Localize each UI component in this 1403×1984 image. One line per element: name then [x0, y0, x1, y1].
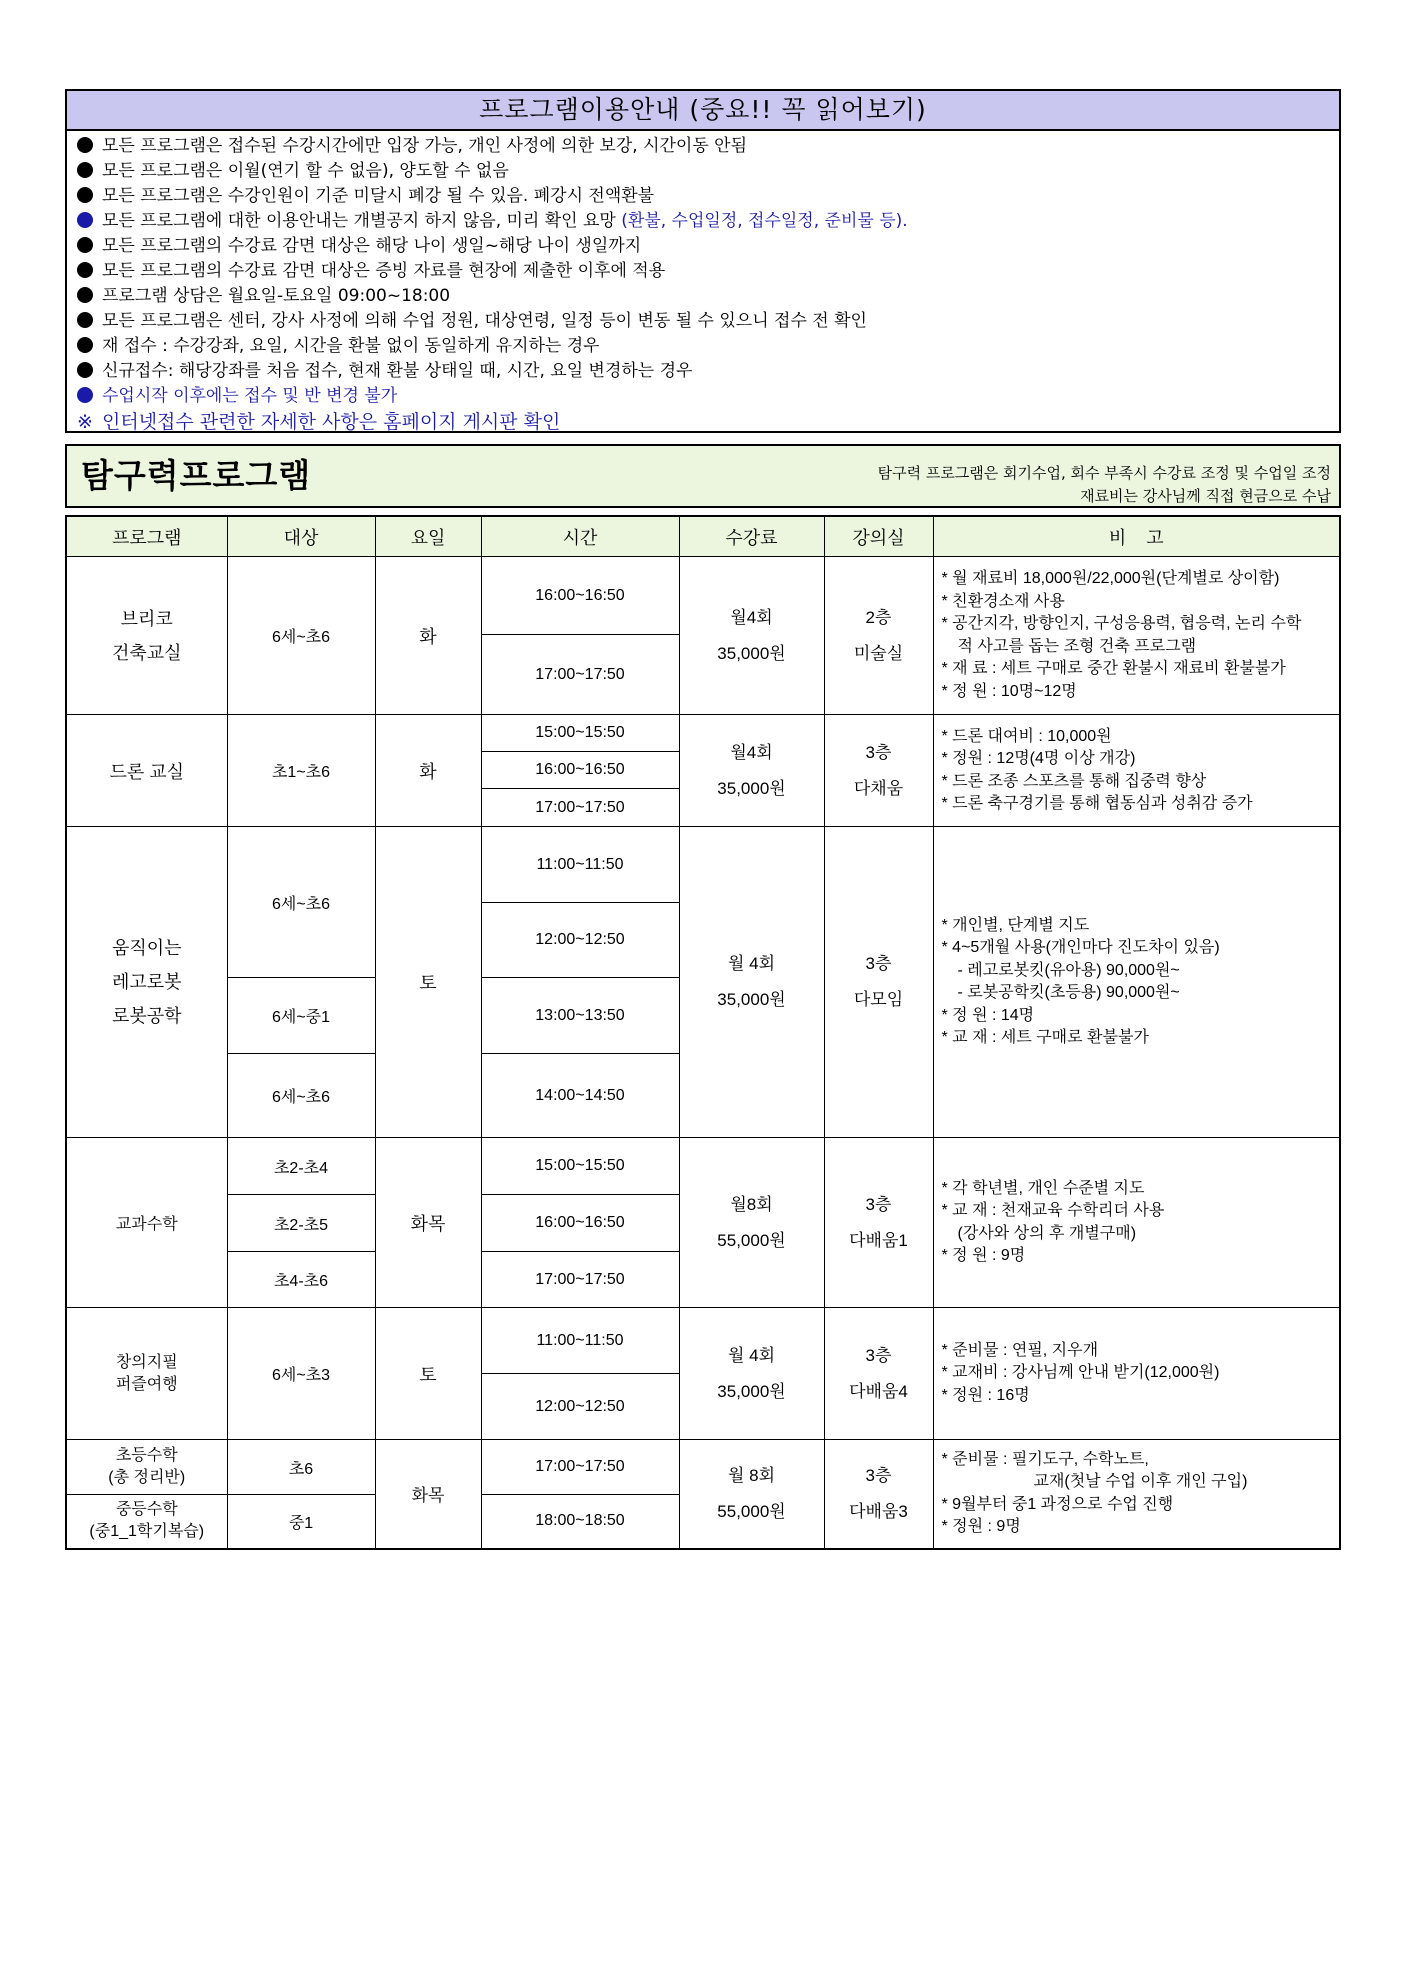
notice-title: 프로그램이용안내 (중요!! 꼭 읽어보기) — [67, 91, 1339, 131]
note-cell: * 개인별, 단계별 지도 * 4~5개월 사용(개인마다 진도차이 있음) - 레고로봇킷(유아용) 90,000원~ - 로봇공학킷(초등용) 90,000원~ * 정 원 : 14명 * 교 재 : 세트 구매로 환불불가 — [933, 827, 1340, 1138]
program-name: 창의지필 퍼즐여행 — [66, 1308, 227, 1440]
target-cell: 초2-초4 — [227, 1138, 375, 1195]
note-cell: * 드론 대여비 : 10,000원 * 정원 : 12명(4명 이상 개강) * 드론 조종 스포츠를 통해 집중력 향상 * 드론 축구경기를 통해 협동심과 성취감 증가 — [933, 715, 1340, 827]
room-cell: 3층 다배움3 — [824, 1440, 933, 1549]
fee-cell: 월4회 35,000원 — [679, 557, 824, 715]
time-cell: 15:00~15:50 — [481, 1138, 679, 1195]
fee-cell: 월 4회 35,000원 — [679, 827, 824, 1138]
notice-item: 모든 프로그램은 센터, 강사 사정에 의해 수업 정원, 대상연령, 일정 등이 변동 될 수 있으니 접수 전 확인 — [77, 309, 1339, 334]
notice-item: 수업시작 이후에는 접수 및 반 변경 불가 — [77, 384, 1339, 409]
time-cell: 17:00~17:50 — [481, 789, 679, 827]
program-name: 움직이는 레고로봇 로봇공학 — [66, 827, 227, 1138]
fee-cell: 월8회 55,000원 — [679, 1138, 824, 1308]
fee-cell: 월4회 35,000원 — [679, 715, 824, 827]
fee-cell: 월 4회 35,000원 — [679, 1308, 824, 1440]
time-cell: 17:00~17:50 — [481, 635, 679, 715]
notice-item: 모든 프로그램의 수강료 감면 대상은 증빙 자료를 현장에 제출한 이후에 적용 — [77, 259, 1339, 284]
day-cell: 토 — [375, 1308, 481, 1440]
section-header — [65, 444, 1341, 508]
day-cell: 화목 — [375, 1138, 481, 1308]
time-cell: 17:00~17:50 — [481, 1440, 679, 1495]
fee-cell: 월 8회 55,000원 — [679, 1440, 824, 1549]
column-header: 강의실 — [824, 516, 933, 557]
program-name: 브리코 건축교실 — [66, 557, 227, 715]
time-cell: 18:00~18:50 — [481, 1495, 679, 1549]
notice-highlight: (환불, 수업일정, 접수일정, 준비물 등). — [621, 211, 908, 231]
bullet-icon — [77, 237, 93, 253]
table-row — [66, 1440, 1340, 1495]
table-row — [66, 1308, 1340, 1374]
time-cell: 12:00~12:50 — [481, 903, 679, 978]
column-header: 프로그램 — [66, 516, 227, 557]
time-cell: 17:00~17:50 — [481, 1252, 679, 1308]
table-row — [66, 715, 1340, 752]
target-cell: 초1~초6 — [227, 715, 375, 827]
note-cell: * 각 학년별, 개인 수준별 지도 * 교 재 : 천재교육 수학리더 사용 (강사와 상의 후 개별구매) * 정 원 : 9명 — [933, 1138, 1340, 1308]
usage-notice-box — [65, 89, 1341, 433]
section-note: 탐구력 프로그램은 회기수업, 회수 부족시 수강료 조정 및 수업일 조정 — [877, 464, 1331, 482]
target-cell: 6세~초6 — [227, 557, 375, 715]
room-cell: 3층 다채움 — [824, 715, 933, 827]
room-cell: 3층 다배움4 — [824, 1308, 933, 1440]
day-cell: 화 — [375, 715, 481, 827]
target-cell: 6세~초3 — [227, 1308, 375, 1440]
notice-item: 신규접수: 해당강좌를 처음 접수, 현재 환불 상태일 때, 시간, 요일 변경하는 경우 — [77, 359, 1339, 384]
bullet-icon — [77, 312, 93, 328]
day-cell: 토 — [375, 827, 481, 1138]
table-row — [66, 827, 1340, 903]
note-cell: * 월 재료비 18,000원/22,000원(단계별로 상이함) * 친환경소재 사용 * 공간지각, 방향인지, 구성응용력, 협응력, 논리 수학 적 사고를 돕는 조형 건축 프로그램 * 재 료 : 세트 구매로 중간 환불시 재료비 환불불가 * 정 원 : 10명~12명 — [933, 557, 1340, 715]
bullet-icon — [77, 262, 93, 278]
time-cell: 16:00~16:50 — [481, 752, 679, 789]
time-cell: 15:00~15:50 — [481, 715, 679, 752]
column-header: 비 고 — [933, 516, 1340, 557]
notice-item: 모든 프로그램에 대한 이용안내는 개별공지 하지 않음, 미리 확인 요망 (환불, 수업일정, 접수일정, 준비물 등). — [77, 209, 1339, 234]
section-title: 탐구력프로그램 — [81, 456, 312, 495]
target-cell: 6세~중1 — [227, 978, 375, 1054]
bullet-icon — [77, 387, 93, 403]
bullet-icon — [77, 187, 93, 203]
time-cell: 13:00~13:50 — [481, 978, 679, 1054]
time-cell: 14:00~14:50 — [481, 1054, 679, 1138]
time-cell: 12:00~12:50 — [481, 1374, 679, 1440]
notice-item: 모든 프로그램은 수강인원이 기준 미달시 폐강 될 수 있음. 폐강시 전액환불 — [77, 184, 1339, 209]
room-cell: 3층 다모임 — [824, 827, 933, 1138]
target-cell: 6세~초6 — [227, 827, 375, 978]
column-header: 시간 — [481, 516, 679, 557]
target-cell: 초6 — [227, 1440, 375, 1495]
program-name: 중등수학 (중1_1학기복습) — [66, 1495, 227, 1549]
time-cell: 11:00~11:50 — [481, 1308, 679, 1374]
time-cell: 16:00~16:50 — [481, 1195, 679, 1252]
notice-item: 프로그램 상담은 월요일-토요일 09:00~18:00 — [77, 284, 1339, 309]
bullet-icon — [77, 137, 93, 153]
bullet-icon — [77, 337, 93, 353]
column-header: 대상 — [227, 516, 375, 557]
reference-mark-icon: ※ — [77, 411, 93, 433]
note-cell: * 준비물 : 필기도구, 수학노트, 교재(첫날 수업 이후 개인 구입) * 9월부터 중1 과정으로 수업 진행 * 정원 : 9명 — [933, 1440, 1340, 1549]
bullet-icon — [77, 362, 93, 378]
bullet-icon — [77, 212, 93, 228]
target-cell: 6세~초6 — [227, 1054, 375, 1138]
target-cell: 초2-초5 — [227, 1195, 375, 1252]
column-header: 요일 — [375, 516, 481, 557]
notice-list — [67, 131, 1339, 435]
table-row — [66, 557, 1340, 635]
target-cell: 중1 — [227, 1495, 375, 1549]
program-table — [65, 515, 1341, 1550]
notice-item: 모든 프로그램은 이월(연기 할 수 없음), 양도할 수 없음 — [77, 159, 1339, 184]
day-cell: 화목 — [375, 1440, 481, 1549]
program-name: 초등수학 (총 정리반) — [66, 1440, 227, 1495]
program-name: 교과수학 — [66, 1138, 227, 1308]
room-cell: 2층 미술실 — [824, 557, 933, 715]
notice-item: 모든 프로그램의 수강료 감면 대상은 해당 나이 생일~해당 나이 생일까지 — [77, 234, 1339, 259]
bullet-icon — [77, 162, 93, 178]
time-cell: 11:00~11:50 — [481, 827, 679, 903]
column-header: 수강료 — [679, 516, 824, 557]
notice-item: 재 접수 : 수강강좌, 요일, 시간을 환불 없이 동일하게 유지하는 경우 — [77, 334, 1339, 359]
day-cell: 화 — [375, 557, 481, 715]
target-cell: 초4-초6 — [227, 1252, 375, 1308]
table-row — [66, 1138, 1340, 1195]
notice-reference: ※ 인터넷접수 관련한 자세한 사항은 홈페이지 게시판 확인 — [77, 411, 561, 433]
program-name: 드론 교실 — [66, 715, 227, 827]
room-cell: 3층 다배움1 — [824, 1138, 933, 1308]
section-note: 재료비는 강사님께 직접 현금으로 수납 — [1080, 487, 1331, 505]
note-cell: * 준비물 : 연필, 지우개 * 교재비 : 강사님께 안내 받기(12,000원) * 정원 : 16명 — [933, 1308, 1340, 1440]
time-cell: 16:00~16:50 — [481, 557, 679, 635]
bullet-icon — [77, 287, 93, 303]
notice-item: 모든 프로그램은 접수된 수강시간에만 입장 가능, 개인 사정에 의한 보강, 시간이동 안됨 — [77, 134, 1339, 159]
table-header-row — [66, 516, 1340, 557]
